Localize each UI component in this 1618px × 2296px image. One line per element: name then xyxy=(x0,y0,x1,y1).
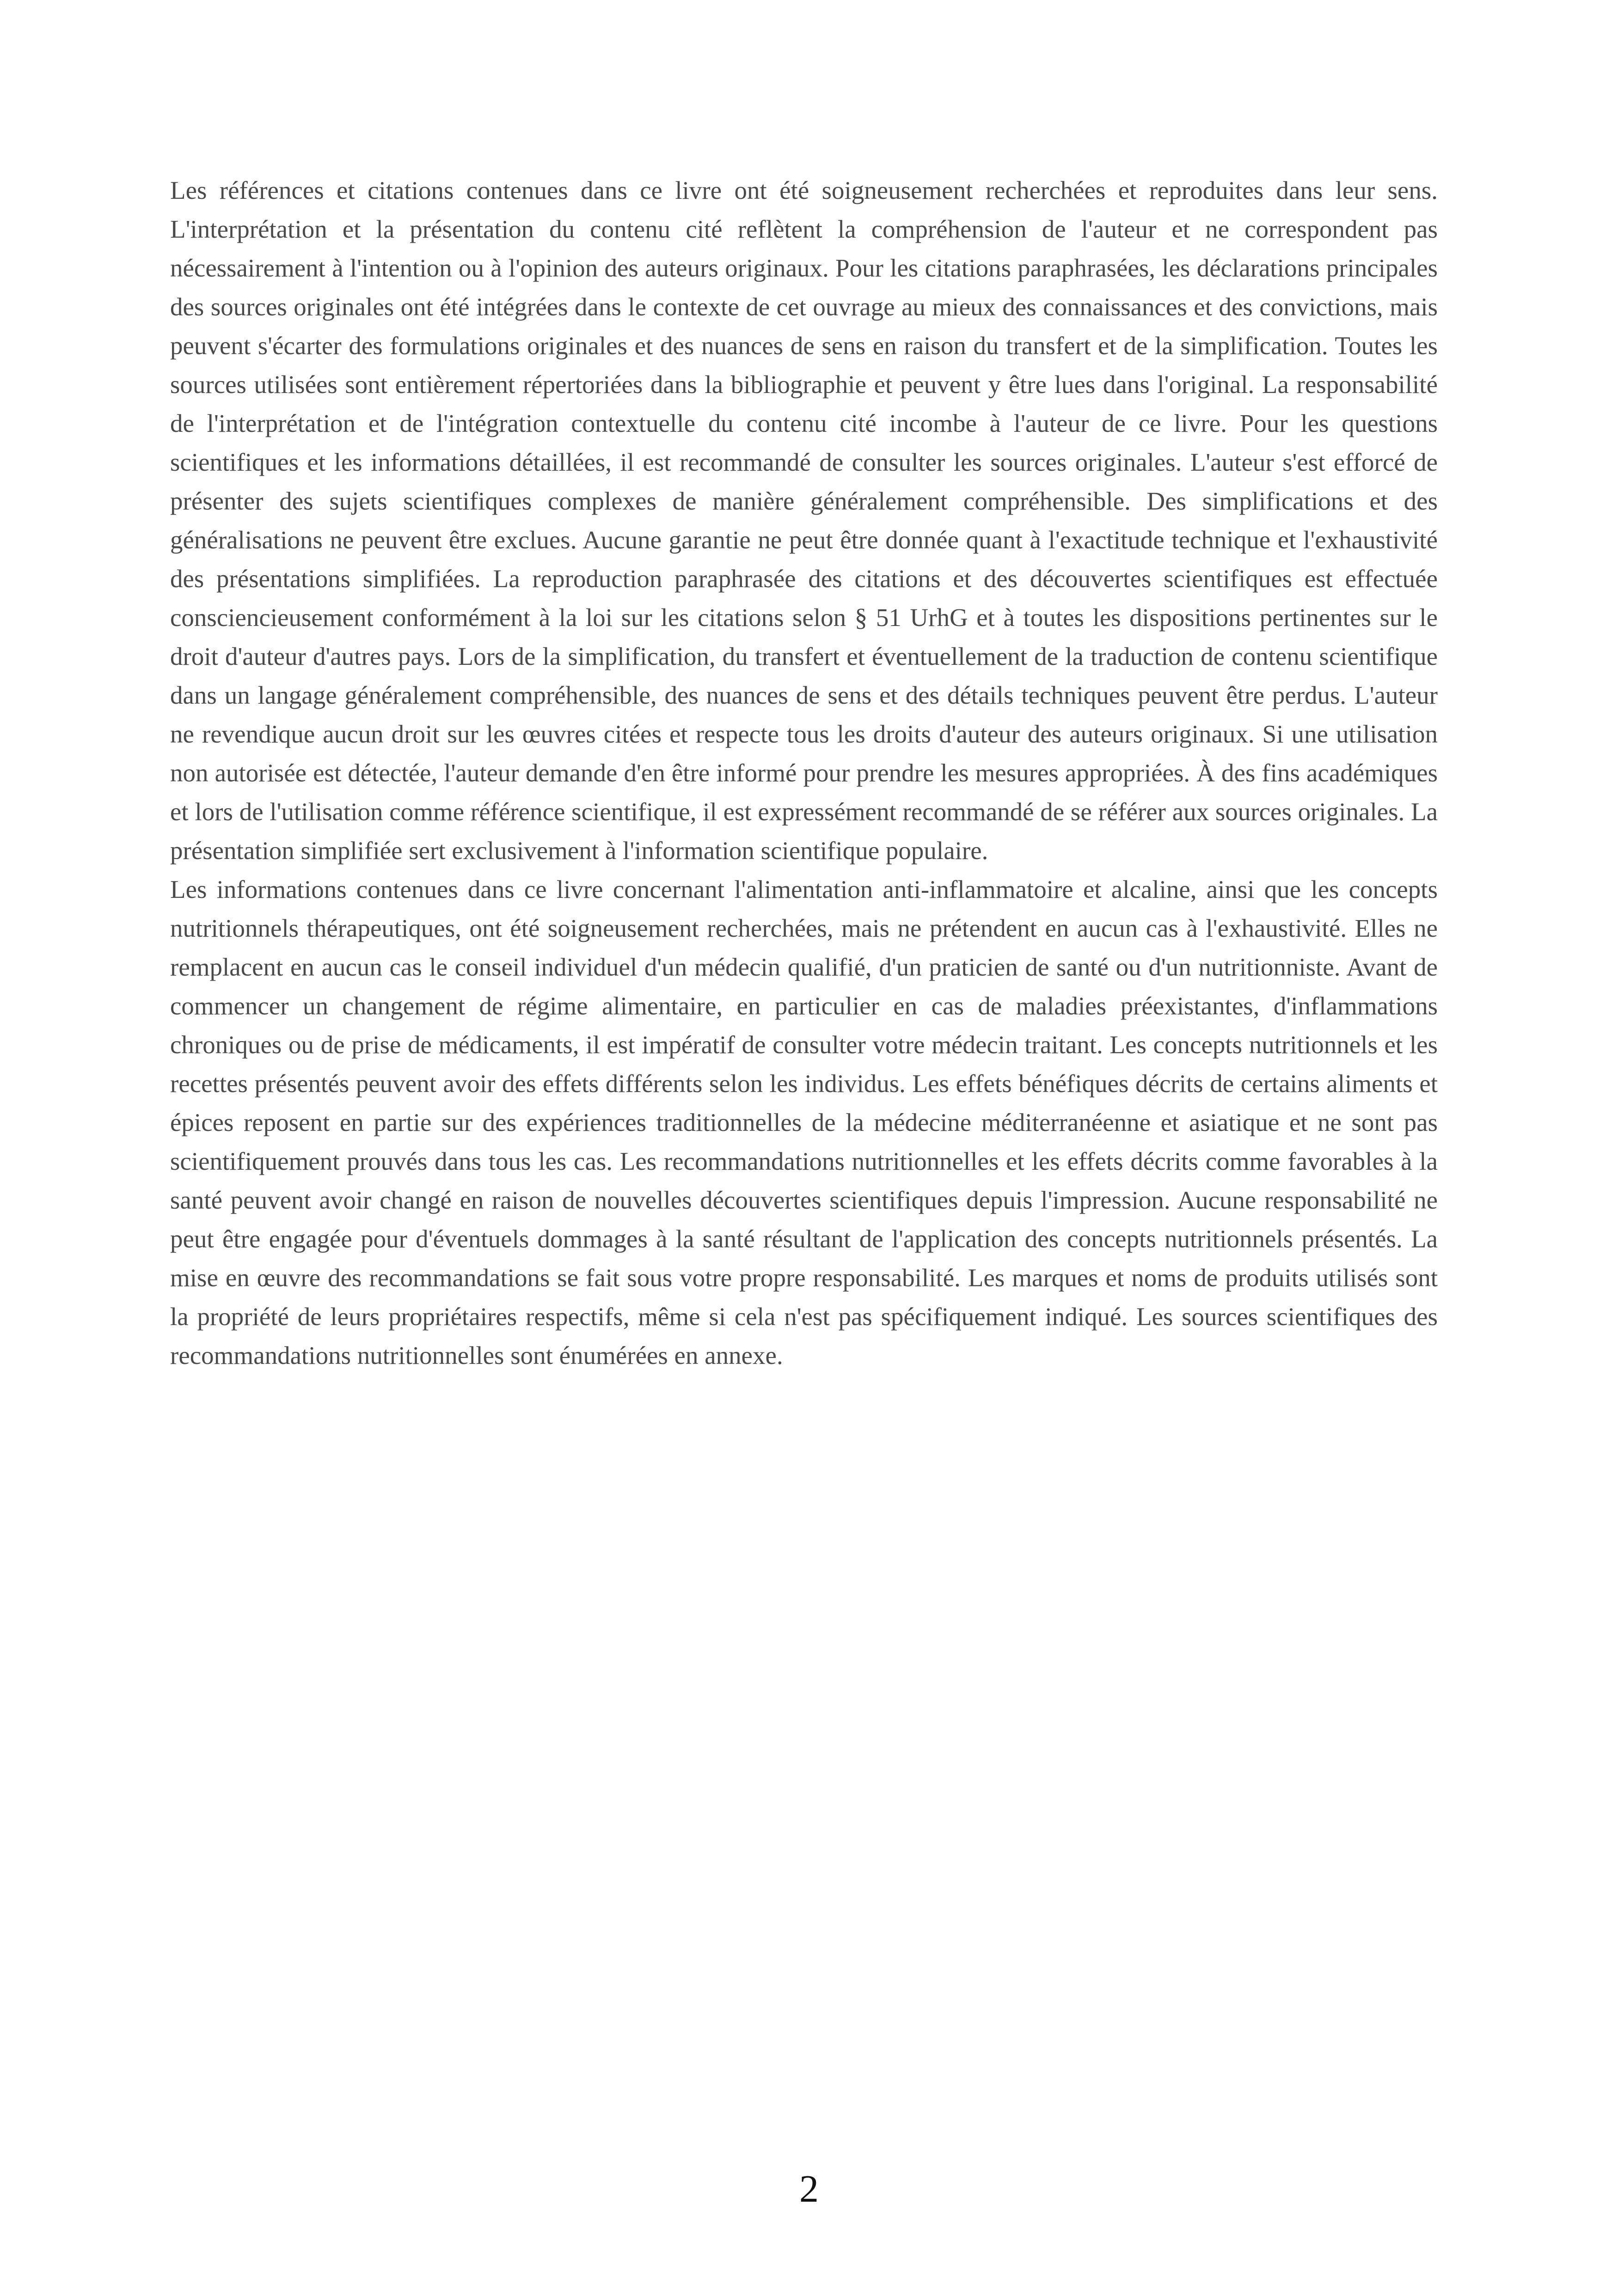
disclaimer-citations-paragraph: Les références et citations contenues dans ce livre ont été soigneusement recherchées et reproduites dans leur sens. L'interprétation et la présentation du contenu cité reflètent la compréhension de l'auteur et ne correspondent pas nécessairement à l'intention ou à l'opinion des auteurs originaux. Pour les citations paraphrasées, les déclarations principales des sources originales ont été intégrées dans le contexte de cet ouvrage au mieux des connaissances et des convictions, mais peuvent s'écarter des formulations originales et des nuances de sens en raison du transfert et de la simplification. Toutes les sources utilisées sont entièrement répertoriées dans la bibliographie et peuvent y être lues dans l'original. La responsabilité de l'interprétation et de l'intégration contextuelle du contenu cité incombe à l'auteur de ce livre. Pour les questions scientifiques et les informations détaillées, il est recommandé de consulter les sources originales. L'auteur s'est efforcé de présenter des sujets scientifiques complexes de manière généralement compréhensible. Des simplifications et des généralisations ne peuvent être exclues. Aucune garantie ne peut être donnée quant à l'exactitude technique et l'exhaustivité des présentations simplifiées. La reproduction paraphrasée des citations et des découvertes scientifiques est effectuée consciencieusement conformément à la loi sur les citations selon § 51 UrhG et à toutes les dispositions pertinentes sur le droit d'auteur d'autres pays. Lors de la simplification, du transfert et éventuellement de la traduction de contenu scientifique dans un langage généralement compréhensible, des nuances de sens et des détails techniques peuvent être perdus. L'auteur ne revendique aucun droit sur les œuvres citées et respecte tous les droits d'auteur des auteurs originaux. Si une utilisation non autorisée est détectée, l'auteur demande d'en être informé pour prendre les mesures appropriées. À des fins académiques et lors de l'utilisation comme référence scientifique, il est expressément recommandé de se référer aux sources originales. La présentation simplifiée sert exclusivement à l'information scientifique populaire. xyxy=(170,176,1438,865)
page-number: 2 xyxy=(799,2167,819,2210)
disclaimer-nutrition-paragraph: Les informations contenues dans ce livre concernant l'alimentation anti-inflammatoire et alcaline, ainsi que les concepts nutritionnels thérapeutiques, ont été soigneusement recherchées, mais ne prétendent en aucun cas à l'exhaustivité. Elles ne remplacent en aucun cas le conseil individuel d'un médecin qualifié, d'un praticien de santé ou d'un nutritionniste. Avant de commencer un changement de régime alimentaire, en particulier en cas de maladies préexistantes, d'inflammations chroniques ou de prise de médicaments, il est impératif de consulter votre médecin traitant. Les concepts nutritionnels et les recettes présentés peuvent avoir des effets différents selon les individus. Les effets bénéfiques décrits de certains aliments et épices reposent en partie sur des expériences traditionnelles de la médecine méditerranéenne et asiatique et ne sont pas scientifiquement prouvés dans tous les cas. Les recommandations nutritionnelles et les effets décrits comme favorables à la santé peuvent avoir changé en raison de nouvelles découvertes scientifiques depuis l'impression. Aucune responsabilité ne peut être engagée pour d'éventuels dommages à la santé résultant de l'application des concepts nutritionnels présentés. La mise en œuvre des recommandations se fait sous votre propre responsabilité. Les marques et noms de produits utilisés sont la propriété de leurs propriétaires respectifs, même si cela n'est pas spécifiquement indiqué. Les sources scientifiques des recommandations nutritionnelles sont énumérées en annexe. xyxy=(170,875,1438,1369)
body-text xyxy=(170,171,1438,1375)
